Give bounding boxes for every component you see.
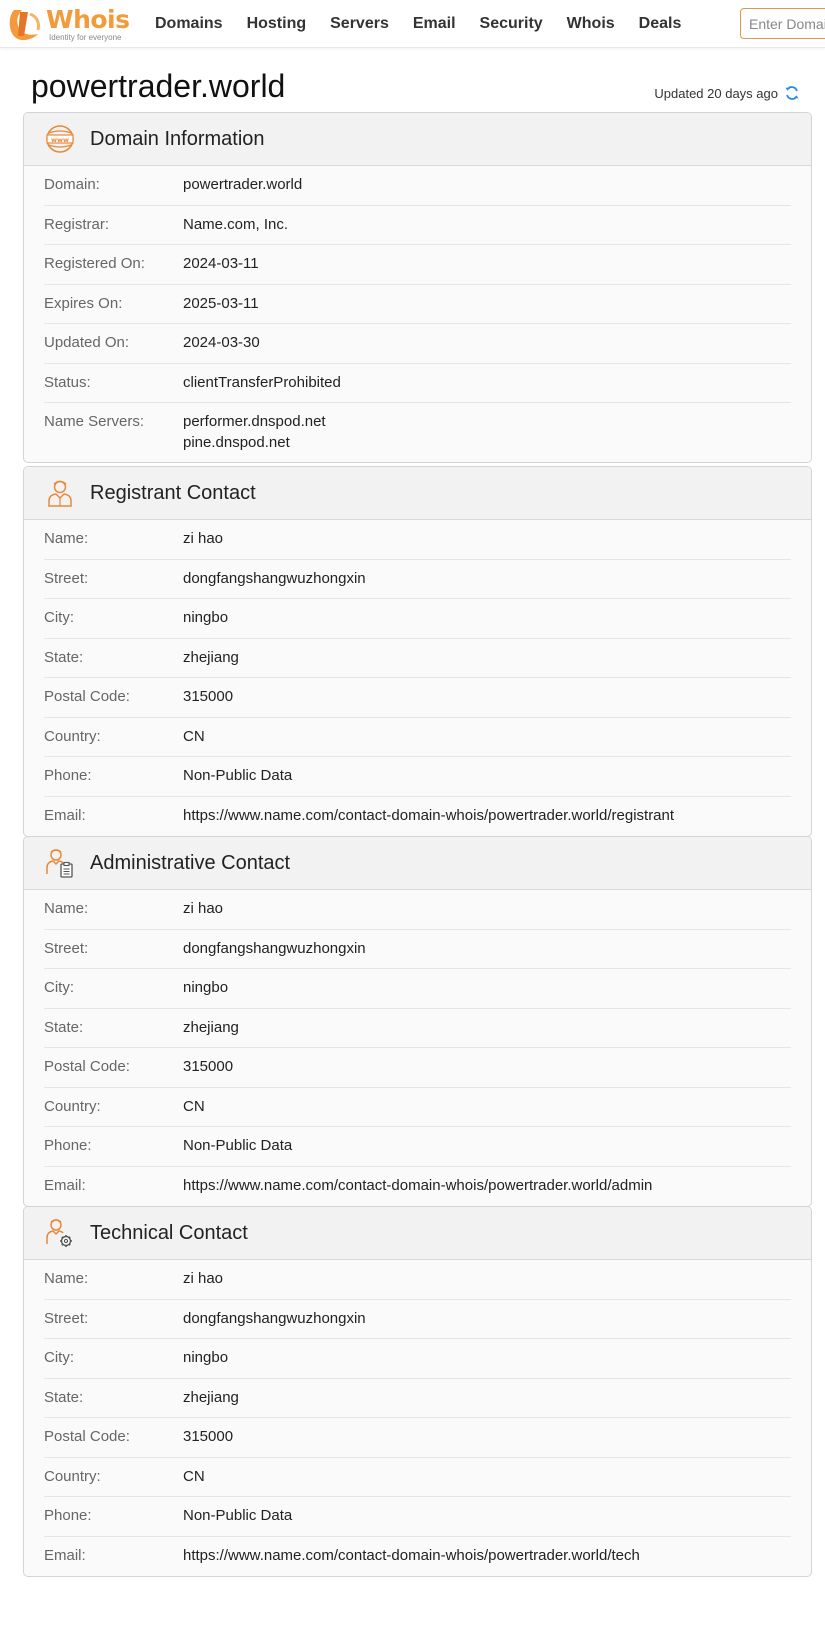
table-row (44, 324, 791, 364)
row-label: Country: (44, 727, 101, 745)
table-row (44, 930, 791, 970)
row-value: 315000 (183, 1428, 234, 1445)
nav-security[interactable]: Security (479, 15, 543, 32)
row-label: Registered On: (44, 255, 145, 272)
page-title: powertrader.world (31, 68, 286, 104)
row-value: dongfangshangwuzhongxin (183, 939, 366, 957)
row-label: Street: (44, 569, 89, 587)
row-value: zi hao (183, 1270, 224, 1287)
info-rows (24, 520, 811, 836)
row-label: City: (44, 979, 74, 996)
table-row (44, 560, 791, 600)
table-row (44, 1339, 791, 1379)
logo-mark-icon (6, 6, 46, 42)
row-label: Registrar: (44, 215, 110, 233)
row-label: Domain: (44, 176, 100, 193)
row-value: ningbo (183, 609, 229, 626)
table-row (44, 285, 791, 325)
row-value: 2024-03-30 (183, 334, 260, 351)
svg-text:www: www (50, 135, 70, 144)
row-value: Name.com, Inc. (183, 215, 289, 233)
table-row (44, 1379, 791, 1419)
nav-deals[interactable]: Deals (638, 15, 682, 32)
row-label: Phone: (44, 1137, 92, 1154)
row-label: Street: (44, 1309, 89, 1327)
domain-information-card (23, 112, 812, 463)
section-title: Technical Contact (90, 1221, 248, 1244)
updated-status (654, 85, 800, 101)
registrant-contact-card (23, 466, 812, 837)
section-title: Domain Information (90, 127, 265, 150)
table-row (44, 1458, 791, 1498)
row-label: Email: (44, 806, 86, 824)
table-row (44, 797, 791, 837)
email-link[interactable]: https://www.name.com/contact-domain-whois/powertrader.world/tech (183, 1546, 640, 1564)
card-header (24, 467, 811, 520)
table-row (44, 757, 791, 797)
table-row (44, 245, 791, 285)
info-rows (24, 1260, 811, 1576)
row-label: Street: (44, 939, 89, 957)
row-value: Non-Public Data (183, 767, 293, 784)
row-label: Phone: (44, 1507, 92, 1524)
row-value: Non-Public Data (183, 1507, 293, 1524)
name-server-2: pine.dnspod.net (183, 434, 290, 451)
table-row (44, 1300, 791, 1340)
table-row (44, 1537, 791, 1577)
technical-contact-card (23, 1206, 812, 1577)
main-nav (155, 0, 681, 48)
card-header (24, 113, 811, 166)
row-label: Status: (44, 373, 91, 391)
row-label: State: (44, 648, 84, 666)
row-value: 2024-03-11 (183, 255, 259, 272)
table-row (44, 890, 791, 930)
www-globe-icon (44, 123, 76, 155)
row-value: 315000 (183, 688, 234, 705)
row-value: powertrader.world (183, 176, 303, 193)
row-value: CN (183, 1467, 205, 1485)
row-value: 315000 (183, 1058, 234, 1075)
nav-hosting[interactable]: Hosting (246, 15, 307, 32)
row-value: 2025-03-11 (183, 294, 259, 312)
table-row (44, 1009, 791, 1049)
section-title: Registrant Contact (90, 481, 256, 504)
nav-domains[interactable]: Domains (155, 15, 223, 32)
row-value: zhejiang (183, 648, 239, 666)
row-label: Updated On: (44, 334, 130, 351)
table-row (44, 520, 791, 560)
row-label: City: (44, 1349, 74, 1366)
table-row (44, 166, 791, 206)
row-value: zi hao (183, 900, 224, 917)
row-value: dongfangshangwuzhongxin (183, 569, 366, 587)
logo-tagline: Identity for everyone (49, 33, 122, 42)
row-value: zhejiang (183, 1018, 239, 1036)
row-label: Postal Code: (44, 1428, 130, 1445)
row-label: Postal Code: (44, 688, 130, 705)
table-row (44, 206, 791, 246)
refresh-icon[interactable] (784, 85, 800, 101)
table-row (44, 1497, 791, 1537)
row-label: Country: (44, 1467, 101, 1485)
row-label: Name: (44, 900, 89, 917)
logo-text: Whois (46, 5, 130, 34)
email-link[interactable]: https://www.name.com/contact-domain-whois/powertrader.world/registrant (183, 806, 675, 824)
section-title: Administrative Contact (90, 851, 291, 874)
row-label: Phone: (44, 767, 92, 784)
table-row (44, 678, 791, 718)
email-link[interactable]: https://www.name.com/contact-domain-whois/powertrader.world/admin (183, 1176, 653, 1194)
row-value: CN (183, 727, 205, 745)
row-label: Postal Code: (44, 1058, 130, 1075)
row-label: Country: (44, 1097, 101, 1115)
table-row (44, 1088, 791, 1128)
person-clipboard-icon (44, 847, 76, 879)
nav-email[interactable]: Email (412, 15, 456, 32)
person-gear-icon (44, 1217, 76, 1249)
row-label: Name: (44, 1270, 89, 1287)
row-value: zhejiang (183, 1388, 239, 1406)
row-value: CN (183, 1097, 205, 1115)
nav-servers[interactable]: Servers (330, 15, 389, 32)
name-server-1: performer.dnspod.net (183, 413, 326, 430)
top-navigation-bar (0, 0, 825, 48)
table-row (44, 1167, 791, 1207)
table-row (44, 639, 791, 679)
row-label: State: (44, 1388, 84, 1406)
row-value (183, 411, 326, 453)
table-row (44, 969, 791, 1009)
row-value: ningbo (183, 1349, 229, 1366)
row-value: clientTransferProhibited (183, 373, 341, 391)
whois-logo[interactable] (6, 4, 131, 44)
row-label: Email: (44, 1546, 86, 1564)
row-label: Email: (44, 1176, 86, 1194)
domain-search-input[interactable] (740, 8, 825, 39)
row-value: ningbo (183, 979, 229, 996)
row-label: City: (44, 609, 74, 626)
table-row (44, 1418, 791, 1458)
row-label: State: (44, 1018, 84, 1036)
row-value: zi hao (183, 530, 224, 547)
info-rows (24, 166, 811, 462)
card-header (24, 837, 811, 890)
table-row (44, 718, 791, 758)
nav-whois[interactable]: Whois (566, 15, 615, 32)
info-rows (24, 890, 811, 1206)
row-value: Non-Public Data (183, 1137, 293, 1154)
row-label: Name Servers: (44, 413, 145, 430)
administrative-contact-card (23, 836, 812, 1207)
row-value: dongfangshangwuzhongxin (183, 1309, 366, 1327)
person-icon (44, 477, 76, 509)
row-label: Name: (44, 530, 89, 547)
table-row (44, 364, 791, 404)
row-label: Expires On: (44, 294, 123, 312)
table-row (44, 1127, 791, 1167)
table-row (44, 1260, 791, 1300)
table-row (44, 1048, 791, 1088)
card-header (24, 1207, 811, 1260)
updated-text: Updated 20 days ago (654, 85, 778, 101)
table-row (44, 599, 791, 639)
table-row (44, 403, 791, 462)
